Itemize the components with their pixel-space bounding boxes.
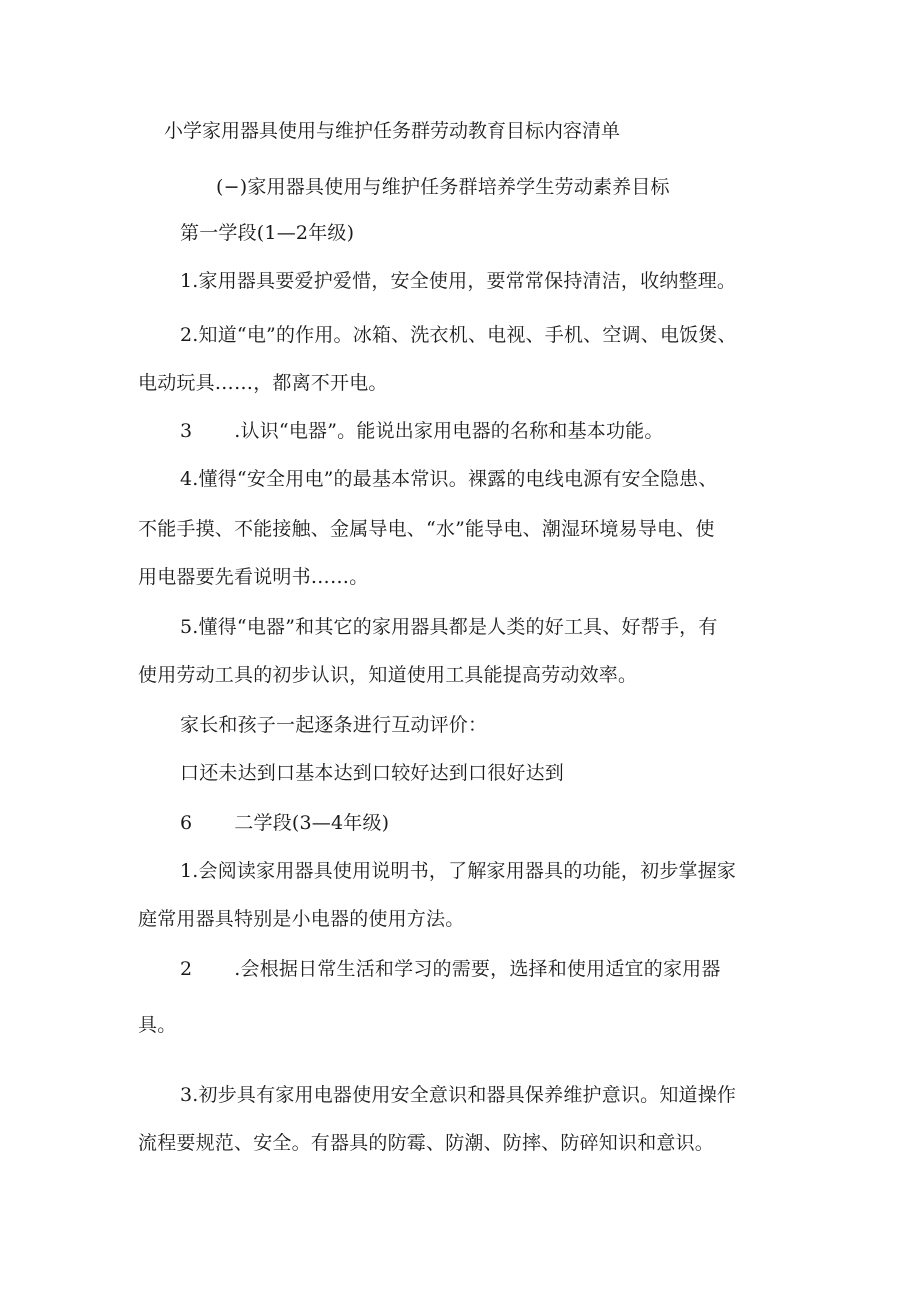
document-title: 小学家用器具使用与维护任务群劳动教育目标内容清单 <box>164 120 621 142</box>
stage2-item2-line2: 具。 <box>138 1014 177 1036</box>
stage1-item3 <box>180 418 664 444</box>
stage1-item2-line1: 2.知道“电”的作用。冰箱、洗衣机、电视、手机、空调、电饭煲、 <box>180 324 737 346</box>
stage2-item2-text: .会根据日常生活和学习的需要，选择和使用适宜的家用器 <box>234 958 721 980</box>
stage1-item4-line1: 4.懂得“安全用电”的最基本常识。裸露的电线电源有安全隐患、 <box>180 468 718 490</box>
stage2-item3-line2: 流程要规范、安全。有器具的防霉、防潮、防摔、防碎知识和意识。 <box>138 1132 715 1154</box>
section-heading: (−)家用器具使用与维护任务群培养学生劳动素养目标 <box>216 176 670 198</box>
stage1-item5-line2: 使用劳动工具的初步认识，知道使用工具能提高劳动效率。 <box>138 664 638 686</box>
evaluation-prompt: 家长和孩子一起逐条进行互动评价： <box>180 714 488 736</box>
stage1-item4-line3: 用电器要先看说明书……。 <box>138 566 369 588</box>
stage2-item3-line1: 3.初步具有家用电器使用安全意识和器具保养维护意识。知道操作 <box>180 1084 737 1106</box>
stage1-item2-line2: 电动玩具……，都离不开电。 <box>138 372 388 394</box>
stage2-heading-number: 6 <box>180 812 193 834</box>
stage2-item1-line2: 庭常用器具特别是小电器的使用方法。 <box>138 908 465 930</box>
stage1-item3-number: 3 <box>180 420 193 442</box>
stage1-item3-text: .认识“电器”。能说出家用电器的名称和基本功能。 <box>234 420 664 442</box>
stage2-heading-text: 二学段(3—4年级) <box>234 812 390 834</box>
stage2-item1-line1: 1.会阅读家用器具使用说明书，了解家用器具的功能，初步掌握家 <box>180 860 737 882</box>
stage1-item4-line2: 不能手摸、不能接触、金属导电、“水”能导电、潮湿环境易导电、使 <box>138 518 715 540</box>
stage2-item2-number: 2 <box>180 958 193 980</box>
evaluation-options: 口还未达到口基本达到口较好达到口很好达到 <box>180 762 565 784</box>
stage1-heading: 第一学段(1—2年级) <box>180 222 355 244</box>
stage2-heading <box>180 810 389 836</box>
stage1-item1: 1.家用器具要爱护爱惜，安全使用，要常常保持清洁，收纳整理。 <box>180 270 737 292</box>
stage2-item2 <box>180 956 721 982</box>
stage1-item5-line1: 5.懂得“电器”和其它的家用器具都是人类的好工具、好帮手，有 <box>180 616 718 638</box>
